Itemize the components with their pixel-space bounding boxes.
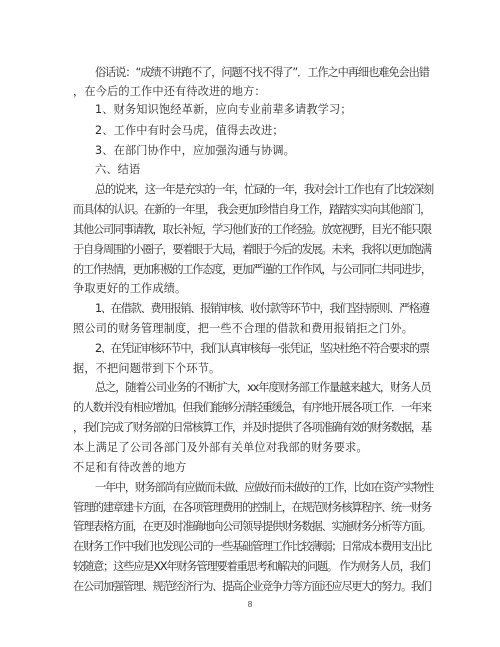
text-line: 总之，随着公司业务的不断扩大，xx年度财务部工作量越来越大，财务人员 bbox=[95, 381, 431, 394]
section-heading: 不足和有待改善的地方 bbox=[73, 461, 187, 474]
text-line: 3、在部门协作中，应加强沟通与协调。 bbox=[95, 144, 296, 157]
text-line: 据，不把问题带到下个环节。 bbox=[73, 362, 221, 375]
text-line: ，在今后的工作中还有待改进的地方： bbox=[73, 85, 266, 98]
text-line: 俗话说：“成绩不讲跑不了，问题不找不得了”．工作之中再细也难免会出错 bbox=[95, 66, 429, 79]
text-line: 较随意；这些应是XX年财务管理要着重思考和解决的问题。 作为财务人员，我们 bbox=[73, 560, 430, 573]
text-line: 在公司加强管理、规范经济行为、提高企业竞争力等方面还应尽更大的努力。我们 bbox=[73, 580, 431, 593]
text-line: 于自身周围的小圈子，要着眼于大局，着眼于今后的发展。未来，我将以更加饱满 bbox=[73, 243, 431, 256]
text-line: 争取更好的工作成绩。 bbox=[73, 282, 187, 295]
text-line: 1、财务知识饱经革新，应向专业前辈多请教学习； bbox=[95, 103, 352, 116]
text-line: 2、工作中有时会马虎，值得去改进； bbox=[95, 124, 284, 137]
text-line: 管理的建章建卡方面，在各项管理费用的控制上，在规范财务核算程序、统一财务 bbox=[73, 501, 431, 514]
text-line: 其他公司同事请教，取长补短，学习他们好的工作经验。放宽视野，目光不能只限 bbox=[73, 223, 431, 236]
text-line: 的人数并没有相应增加。但我们能够分清轻重缓急，有序地开展各项工作．一年来 bbox=[73, 401, 431, 414]
text-line: 一年中，财务部尚有应做而未做、应做好而未做好的工作，比如在资产实物性 bbox=[95, 481, 433, 494]
page-number: 8 bbox=[247, 600, 253, 609]
text-line: 照公司的财务管理制度，把一些不合理的借款和费用报销拒之门外。 bbox=[73, 322, 414, 335]
text-line: 而具体的认识。在新的一年里， 我会更加珍惜自身工作，踏踏实实向其他部门， bbox=[73, 203, 431, 216]
text-line: ，我们完成了财务部的日常核算工作，并及时提供了各项准确有效的财务数据，基 bbox=[73, 421, 431, 434]
text-line: 在财务工作中我们也发现公司的一些基础管理工作比较薄弱；日常成本费用支出比 bbox=[73, 540, 431, 553]
text-line: 管理表格方面，在更及时准确地向公司领导提供财务数据、实施财务分析等方面。 bbox=[73, 520, 431, 533]
text-line: 2、在凭证审核环节中，我们认真审核每一张凭证，坚决杜绝不符合要求的票 bbox=[95, 342, 429, 355]
section-heading: 六、结语 bbox=[95, 163, 141, 176]
text-line: 本上满足了公司各部门及外部有关单位对我部的财务要求。 bbox=[73, 441, 368, 454]
text-line: 的工作热情，更加积极的工作态度，更加严谨的工作作风，与公司同仁共同进步， bbox=[73, 263, 431, 276]
text-line: 总的说来，这一年是充实的一年，忙碌的一年，我对会计工作也有了比较深刻 bbox=[95, 183, 433, 196]
text-line: 1、在借款、费用报销、报销审核、收付款等环节中，我们坚持原则、严格遵 bbox=[95, 302, 429, 315]
